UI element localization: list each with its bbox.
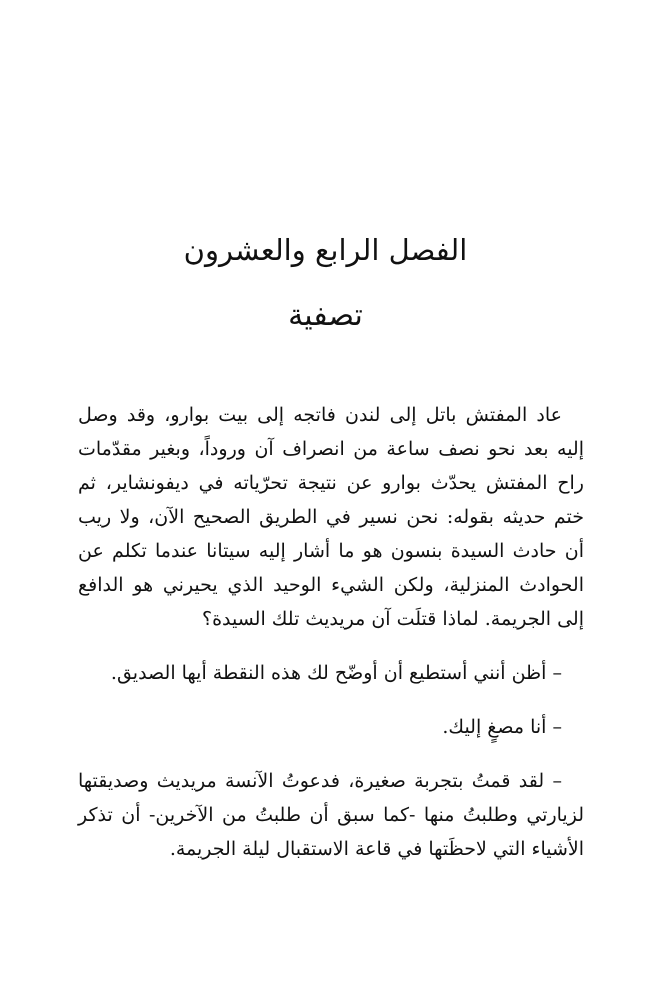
paragraph-narration: عاد المفتش باتل إلى لندن فاتجه إلى بيت بوارو، وقد وصل إليه بعد نحو نصف ساعة من انصراف آن وروداً، وبغير مقدّمات راح المفتش يحدّث بوارو عن نتيجة تحرّياته في ديفونشاير، ثم ختم حديثه بقوله: نحن نسير في الطريق الصحيح الآن، ولا ريب أن حادث السيدة بنسون هو ما أشار إليه سيتانا عندما تكلم عن الحوادث المنزلية، ولكن الشيء الوحيد الذي يحيرني هو الدافع إلى الجريمة. لماذا قتلَت آن مريديث تلك السيدة؟ xyxy=(78,404,584,630)
paragraph-dialogue-poirot-explanation: – لقد قمتُ بتجربة صغيرة، فدعوتُ الآنسة مريديث وصديقتها لزيارتي وطلبتُ منها -كما سبق أن طلبتُ من الآخرين- أن تذكر الأشياء التي لاحظَتها في قاعة الاستقبال ليلة الجريمة. xyxy=(78,770,584,860)
body-text xyxy=(78,398,584,866)
paragraph-dialogue-inspector: – أنا مصغٍ إليك. xyxy=(442,716,562,738)
paragraph-dialogue-poirot: – أظن أنني أستطيع أن أوضّح لك هذه النقطة أيها الصديق. xyxy=(110,662,562,684)
chapter-title: تصفية xyxy=(288,298,363,333)
chapter-heading: الفصل الرابع والعشرون xyxy=(183,233,468,267)
